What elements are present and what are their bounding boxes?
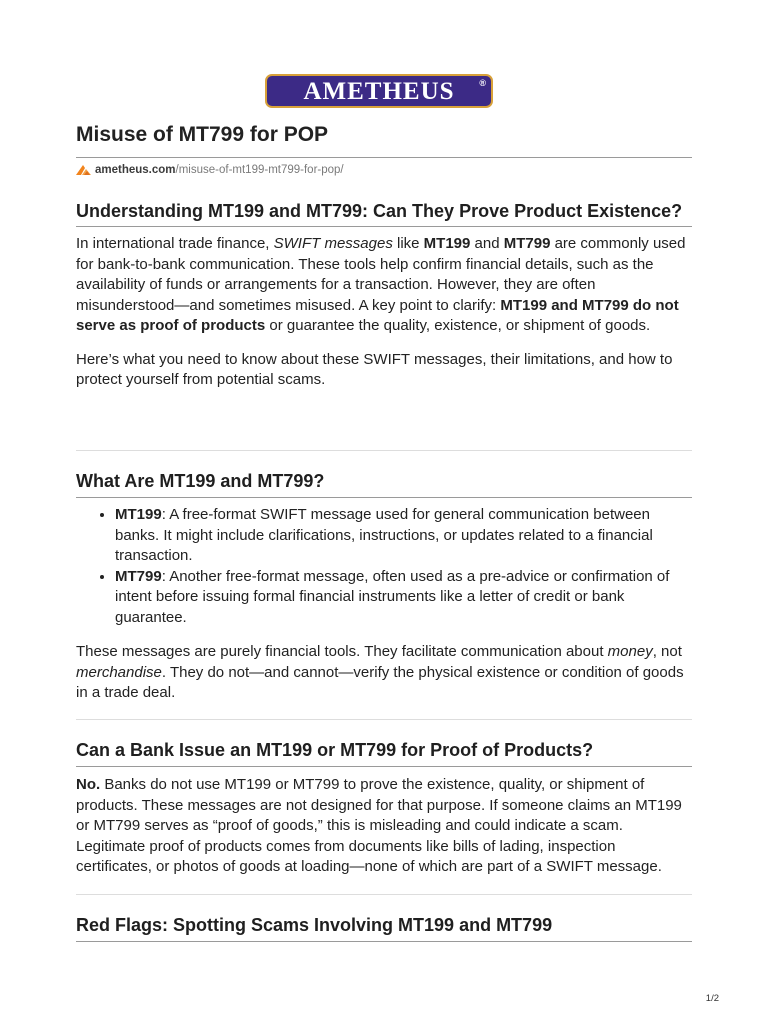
paragraph: Here’s what you need to know about these SWIFT messages, their limitations, and how to protect yourself from potential scams. xyxy=(76,350,673,388)
heading-divider xyxy=(76,497,692,498)
list-item: • MT199: A free-format SWIFT message used for general communication between banks. It might include clarifications, instructions, or updates related to a financial transaction. xyxy=(115,505,692,567)
paragraph: No. Banks do not use MT199 or MT799 to prove the existence, quality, or shipment of products. These messages are not designed for that purpose. If someone claims an MT199 or MT799 serves as “proof of goods,” this is misleading and could indicate a scam. Legitimate proof of products comes from documents like bills of lading, inspection certificates, or photos of goods at loading—none of which are part of a SWIFT message. xyxy=(76,776,682,875)
section-bank-issue xyxy=(76,739,692,878)
section-divider xyxy=(76,450,692,451)
section-heading: Understanding MT199 and MT799: Can They Prove Product Existence? xyxy=(76,201,683,221)
ametheus-site-icon xyxy=(76,164,91,176)
section-divider xyxy=(76,894,692,895)
section-red-flags xyxy=(76,914,692,942)
logo xyxy=(265,74,493,108)
page-title: Misuse of MT799 for POP xyxy=(76,123,329,146)
paragraph: These messages are purely financial tools. They facilitate communication about money, not merchandise. They do not—and cannot—verify the physical existence or condition of goods in a trade deal. xyxy=(76,643,684,701)
paragraph: In international trade finance, SWIFT messages like MT199 and MT799 are commonly used for bank-to-bank communication. These tools help confirm financial details, such as the availability of funds or arrangements for a transaction. However, they are often misunderstood—and sometimes misused. A key point to clarify: MT199 and MT799 do not serve as proof of products or guarantee the quality, existence, or shipment of goods. xyxy=(76,235,686,334)
heading-divider xyxy=(76,766,692,767)
logo-text: AMETHEUS xyxy=(303,78,455,105)
section-understanding xyxy=(76,200,692,391)
heading-divider xyxy=(76,941,692,942)
registered-mark: ® xyxy=(479,78,486,88)
section-what-are xyxy=(76,470,692,704)
definition-list xyxy=(76,505,692,628)
section-divider xyxy=(76,719,692,720)
list-item: • MT799: Another free-format message, often used as a pre-advice or confirmation of intent before issuing formal financial instruments like a letter of credit or bank guarantee. xyxy=(115,567,692,629)
logo-badge xyxy=(265,74,493,108)
source-path[interactable]: /misuse-of-mt199-mt799-for-pop/ xyxy=(175,164,344,176)
heading-divider xyxy=(76,226,692,227)
section-heading: What Are MT199 and MT799? xyxy=(76,471,325,491)
source-domain[interactable]: ametheus.com xyxy=(95,164,176,176)
page-number: 1/2 xyxy=(705,993,719,1004)
source-link[interactable] xyxy=(76,162,344,178)
title-divider xyxy=(76,157,692,158)
section-heading: Red Flags: Spotting Scams Involving MT199 and MT799 xyxy=(76,915,553,935)
section-heading: Can a Bank Issue an MT199 or MT799 for Proof of Products? xyxy=(76,740,594,760)
